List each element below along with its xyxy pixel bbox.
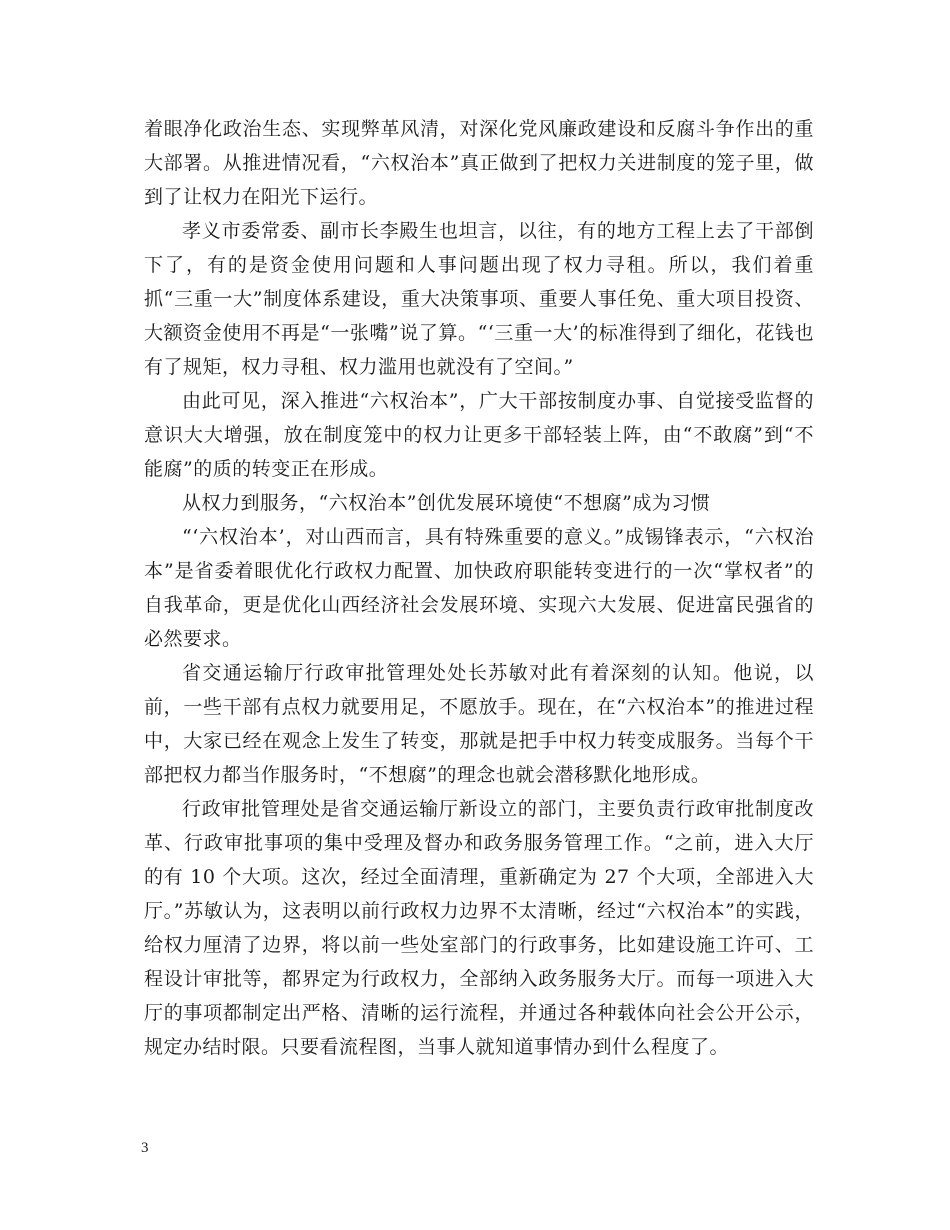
- paragraph-cheng-xifeng-quote: “‘六权治本’，对山西而言，具有特殊重要的意义。”成锡锋表示，“六权治本”是省委着眼优化行政权力配置、加快政府职能转变进行的一次“掌权者”的自我革命，更是优化山西经济社会发展环境、实现六大发展、促进富民强省的必然要求。: [144, 526, 814, 650]
- paragraph-su-min-view: 省交通运输厅行政审批管理处处长苏敏对此有着深刻的认知。他说，以前，一些干部有点权力就要用足，不愿放手。现在，在“六权治本”的推进过程中，大家已经在观念上发生了转变，那就是把手中权力转变成服务。当每个干部把权力都当作服务时，“不想腐”的理念也就会潜移默化地形成。: [144, 662, 814, 786]
- section-heading: 从权力到服务，“六权治本”创优发展环境使“不想腐”成为习惯: [182, 492, 711, 514]
- paragraph-conclusion: 由此可见，深入推进“六权治本”，广大干部按制度办事、自觉接受监督的意识大大增强，放在制度笼中的权力让更多干部轻装上阵，由“不敢腐”到“不能腐”的质的转变正在形成。: [144, 390, 814, 480]
- page-number: 3: [141, 1140, 149, 1156]
- document-body: [144, 112, 814, 1064]
- paragraph-continuation: 着眼净化政治生态、实现弊革风清，对深化党风廉政建设和反腐斗争作出的重大部署。从推进情况看，“六权治本”真正做到了把权力关进制度的笼子里，做到了让权力在阳光下运行。: [144, 118, 814, 208]
- paragraph-li-diansheng-quote: 孝义市委常委、副市长李殿生也坦言，以往，有的地方工程上去了干部倒下了，有的是资金使用问题和人事问题出现了权力寻租。所以，我们着重抓“三重一大”制度体系建设，重大决策事项、重要人事任免、重大项目投资、大额资金使用不再是“一张嘴”说了算。“‘三重一大’的标准得到了细化，花钱也有了规矩，权力寻租、权力滥用也就没有了空间。”: [144, 220, 814, 378]
- paragraph-approval-office: 行政审批管理处是省交通运输厅新设立的部门，主要负责行政审批制度改革、行政审批事项的集中受理及督办和政务服务管理工作。“之前，进入大厅的有 10 个大项。这次，经过全面清理，重新确定为 27 个大项，全部进入大厅。”苏敏认为，这表明以前行政权力边界不太清晰，经过“六权治本”的实践，给权力厘清了边界，将以前一些处室部门的行政事务，比如建设施工许可、工程设计审批等，都界定为行政权力，全部纳入政务服务大厅。而每一项进入大厅的事项都制定出严格、清晰的运行流程，并通过各种载体向社会公开公示，规定办结时限。只要看流程图，当事人就知道事情办到什么程度了。: [144, 798, 814, 1058]
